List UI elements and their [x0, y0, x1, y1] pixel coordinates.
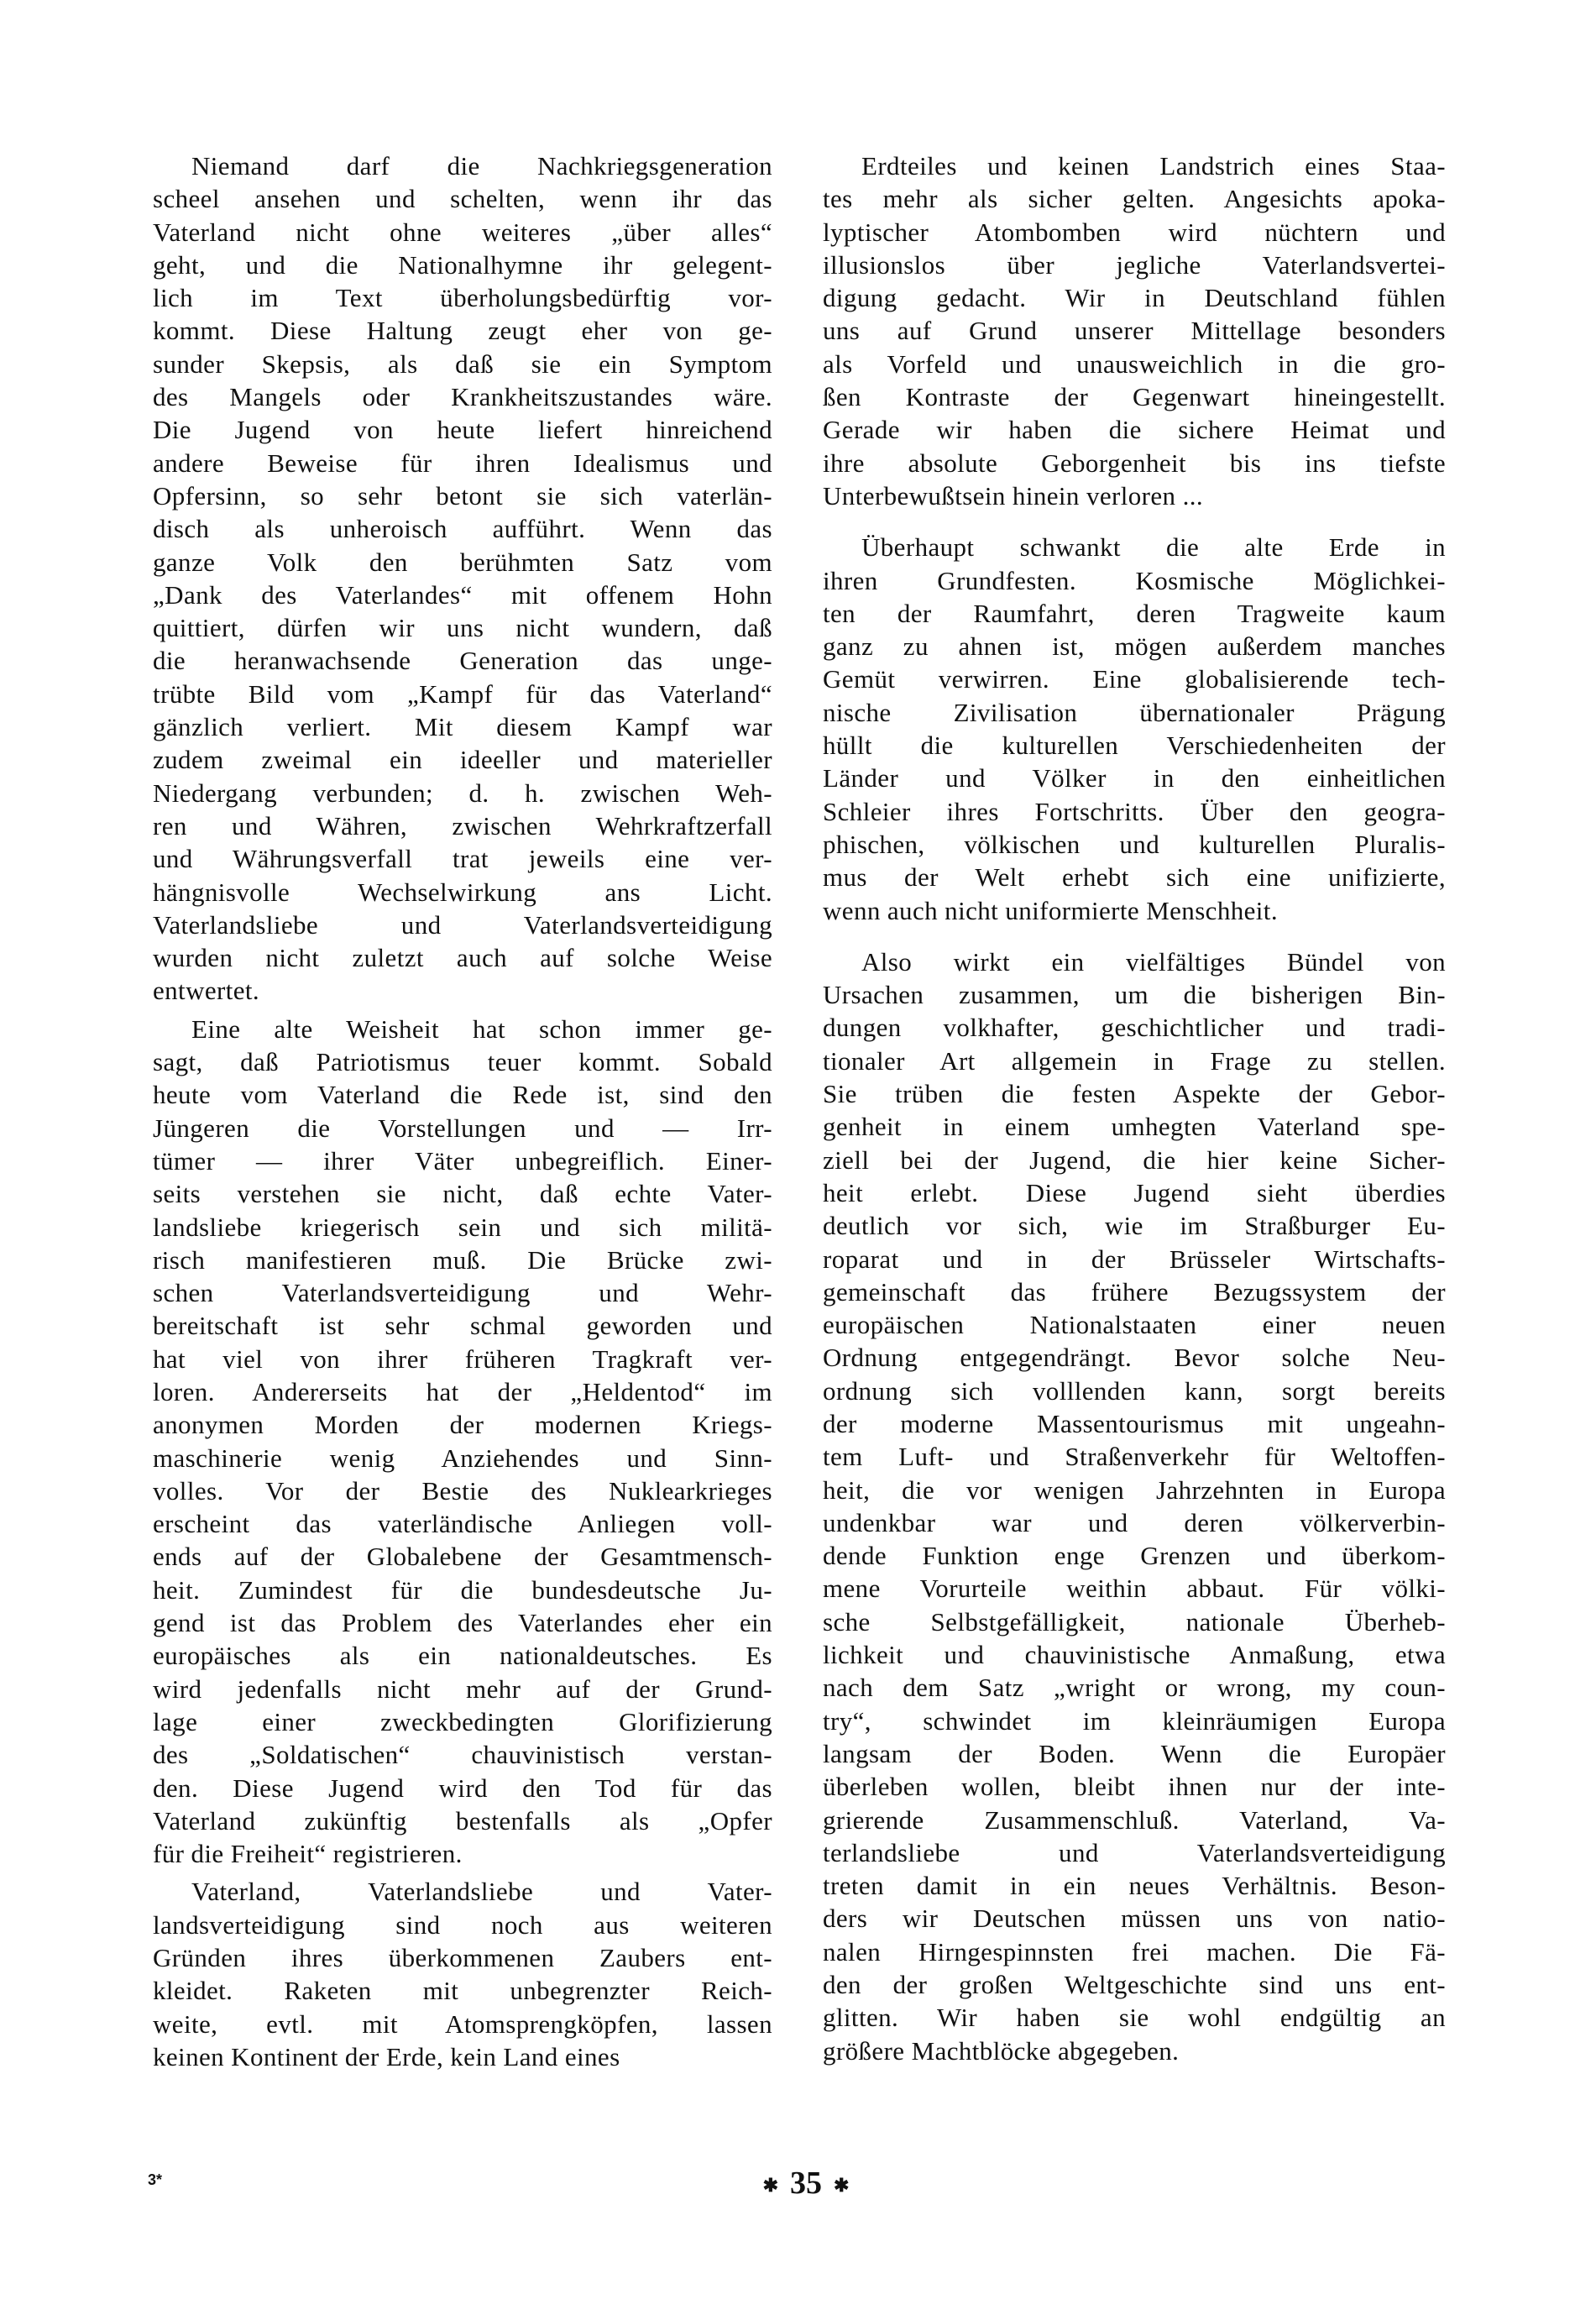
text-line: europäisches als ein nationaldeutsches. Es — [153, 1641, 772, 1671]
text-line: heit. Zumindest für die bundesdeutsche Ju- — [153, 1574, 772, 1605]
text-line: als Vorfeld und unausweichlich in die gro- — [823, 348, 1446, 379]
text-line: ten der Raumfahrt, deren Tragweite kaum — [823, 598, 1446, 628]
text-line: lichkeit und chauvinistische Anmaßung, etwa — [823, 1640, 1446, 1670]
text-line: digung gedacht. Wir in Deutschland fühlen — [823, 283, 1446, 313]
text-line: disch als unheroisch aufführt. Wenn das — [153, 514, 772, 544]
text-line: ordnung sich volllenden kann, sorgt bereits — [823, 1375, 1446, 1406]
text-line: den. Diese Jugend wird den Tod für das — [153, 1773, 772, 1803]
text-line: sagt, daß Patriotismus teuer kommt. Sobald — [153, 1047, 772, 1077]
text-line: Vaterland, Vaterlandsliebe und Vater- — [191, 1877, 772, 1907]
text-line: tümer — ihrer Väter unbegreiflich. Einer- — [153, 1145, 772, 1176]
text-line: ziell bei der Jugend, die hier keine Sicher- — [823, 1144, 1446, 1175]
text-line: genheit in einem umhegten Vaterland spe- — [823, 1112, 1446, 1142]
text-line: entwertet. — [153, 976, 260, 1006]
text-line: wurden nicht zuletzt auch auf solche Weise — [153, 943, 772, 973]
text-line: nalen Hirngespinnsten frei machen. Die Fä- — [823, 1936, 1446, 1967]
text-line: keinen Kontinent der Erde, kein Land eines — [153, 2041, 620, 2071]
text-line: schen Vaterlandsverteidigung und Wehr- — [153, 1278, 772, 1308]
text-line: quittiert, dürfen wir uns nicht wundern, daß — [153, 613, 772, 643]
text-line: phischen, völkischen und kulturellen Pluralis- — [823, 829, 1446, 859]
text-line: risch manifestieren muß. Die Brücke zwi- — [153, 1244, 772, 1275]
text-line: und Währungsverfall trat jeweils eine ver- — [153, 844, 772, 874]
text-line: illusionslos über jegliche Vaterlandsvertei- — [823, 249, 1446, 280]
text-line: loren. Andererseits hat der „Heldentod“ im — [153, 1376, 772, 1406]
text-line: Erdteiles und keinen Landstrich eines Staa- — [861, 151, 1446, 181]
text-line: größere Machtblöcke abgegeben. — [823, 2035, 1180, 2066]
text-line: ders wir Deutschen müssen uns von natio- — [823, 1904, 1446, 1934]
text-line: des Mangels oder Krankheitszustandes wäre. — [153, 382, 772, 412]
text-line: Vaterlandsliebe und Vaterlandsverteidigung — [153, 909, 772, 940]
text-line: seits verstehen sie nicht, daß echte Vater- — [153, 1179, 772, 1209]
text-line: volles. Vor der Bestie des Nuklearkrieges — [153, 1475, 772, 1506]
star-ornament-icon: ✱ — [834, 2175, 850, 2197]
text-line: weite, evtl. mit Atomsprengköpfen, lassen — [153, 2008, 772, 2039]
text-line: ihre absolute Geborgenheit bis ins tiefste — [823, 448, 1446, 478]
text-line: heit erlebt. Diese Jugend sieht überdies — [823, 1177, 1446, 1207]
text-line: langsam der Boden. Wenn die Europäer — [823, 1738, 1446, 1768]
text-line: deutlich vor sich, wie im Straßburger Eu- — [823, 1211, 1446, 1241]
text-line: der moderne Massentourismus mit ungeahn- — [823, 1408, 1446, 1438]
text-line: Die Jugend von heute liefert hinreichend — [153, 415, 772, 445]
text-line: Vaterland nicht ohne weiteres „über alles“ — [153, 217, 772, 247]
text-line: Unterbewußtsein hinein verloren ... — [823, 480, 1204, 511]
text-line: „Dank des Vaterlandes“ mit offenem Hohn — [153, 579, 772, 610]
text-line: Überhaupt schwankt die alte Erde in — [861, 532, 1446, 563]
text-line: Niedergang verbunden; d. h. zwischen Weh- — [153, 778, 772, 808]
text-line: des „Soldatischen“ chauvinistisch verstan- — [153, 1740, 772, 1770]
text-line: glitten. Wir haben sie wohl endgültig an — [823, 2003, 1446, 2033]
text-line: hüllt die kulturellen Verschiedenheiten der — [823, 731, 1446, 761]
page-number-text: 35 — [790, 2166, 822, 2201]
text-line: Ordnung entgegendrängt. Bevor solche Neu- — [823, 1343, 1446, 1373]
text-line: europäischen Nationalstaaten einer neuen — [823, 1310, 1446, 1340]
text-line: dungen volkhafter, geschichtlicher und tradi- — [823, 1013, 1446, 1043]
text-line: roparat und in der Brüsseler Wirtschafts- — [823, 1244, 1446, 1274]
text-line: Niemand darf die Nachkriegsgeneration — [191, 151, 772, 181]
text-line: lyptischer Atombomben wird nüchtern und — [823, 217, 1446, 247]
text-line: heute vom Vaterland die Rede ist, sind den — [153, 1080, 772, 1110]
text-line: uns auf Grund unserer Mittellage besonders — [823, 316, 1446, 346]
text-line: ganz zu ahnen ist, mögen außerdem manches — [823, 631, 1446, 662]
text-line: tes mehr als sicher gelten. Angesichts apoka- — [823, 184, 1446, 214]
text-line: ren und Währen, zwischen Wehrkraftzerfall — [153, 810, 772, 841]
text-line: trübte Bild vom „Kampf für das Vaterland“ — [153, 678, 772, 709]
text-line: überleben wollen, bleibt ihnen nur der inte- — [823, 1772, 1446, 1802]
text-line: wird jedenfalls nicht mehr auf der Grund- — [153, 1673, 772, 1704]
text-line: Eine alte Weisheit hat schon immer ge- — [191, 1013, 772, 1044]
text-line: gend ist das Problem des Vaterlandes eher ein — [153, 1608, 772, 1638]
text-line: gemeinschaft das frühere Bezugssystem der — [823, 1276, 1446, 1307]
right-column — [823, 149, 1446, 2067]
text-line: Sie trüben die festen Aspekte der Gebor- — [823, 1079, 1446, 1109]
text-line: sunder Skepsis, als daß sie ein Symptom — [153, 348, 772, 379]
text-line: mene Vorurteile weithin abbaut. Für völki- — [823, 1574, 1446, 1604]
text-line: terlandsliebe und Vaterlandsverteidigung — [823, 1837, 1446, 1867]
paragraph — [153, 1875, 772, 2073]
text-line: hängnisvolle Wechselwirkung ans Licht. — [153, 877, 772, 907]
text-line: Länder und Völker in den einheitlichen — [823, 763, 1446, 793]
text-line: kleidet. Raketen mit unbegrenzter Reich- — [153, 1976, 772, 2006]
signature-mark: 3* — [148, 2171, 163, 2188]
text-line: wenn auch nicht uniformierte Menschheit. — [823, 895, 1278, 925]
text-line: mus der Welt erhebt sich eine unifizierte, — [823, 862, 1446, 893]
paragraph — [153, 149, 772, 1008]
text-line: andere Beweise für ihren Idealismus und — [153, 448, 772, 478]
paragraph — [823, 531, 1446, 927]
text-line: ganze Volk den berühmten Satz vom — [153, 547, 772, 577]
text-line: Opfersinn, so sehr betont sie sich vaterlän- — [153, 480, 772, 511]
text-line: die heranwachsende Generation das unge- — [153, 646, 772, 676]
text-line: zudem zweimal ein ideeller und materieller — [153, 745, 772, 775]
text-line: lich im Text überholungsbedürftig vor- — [153, 283, 772, 313]
page-number — [747, 2165, 865, 2202]
text-line: dende Funktion enge Grenzen und überkom- — [823, 1541, 1446, 1571]
text-line: Ursachen zusammen, um die bisherigen Bin- — [823, 980, 1446, 1010]
text-line: hat viel von ihrer früheren Tragkraft ver- — [153, 1343, 772, 1374]
paragraph — [823, 945, 1446, 2067]
text-line: nach dem Satz „wright or wrong, my coun- — [823, 1673, 1446, 1703]
text-line: tem Luft- und Straßenverkehr für Weltoffen- — [823, 1442, 1446, 1472]
text-line: Gründen ihres überkommenen Zaubers ent- — [153, 1943, 772, 1973]
text-line: Gemüt verwirren. Eine globalisierende tech- — [823, 664, 1446, 694]
paragraph — [153, 1013, 772, 1871]
text-line: sche Selbstgefälligkeit, nationale Überheb- — [823, 1606, 1446, 1637]
left-column — [153, 149, 772, 2073]
text-line: ends auf der Globalebene der Gesamtmensch- — [153, 1542, 772, 1572]
text-line: erscheint das vaterländische Anliegen voll- — [153, 1509, 772, 1539]
text-line: landsliebe kriegerisch sein und sich militä- — [153, 1212, 772, 1242]
star-ornament-icon: ✱ — [762, 2175, 778, 2197]
text-line: kommt. Diese Haltung zeugt eher von ge- — [153, 316, 772, 346]
text-line: ßen Kontraste der Gegenwart hineingestellt. — [823, 382, 1446, 412]
text-line: nische Zivilisation übernationaler Prägung — [823, 697, 1446, 727]
text-line: maschinerie wenig Anziehendes und Sinn- — [153, 1443, 772, 1473]
text-line: gänzlich verliert. Mit diesem Kampf war — [153, 712, 772, 742]
text-line: lage einer zweckbedingten Glorifizierung — [153, 1706, 772, 1736]
text-line: heit, die vor wenigen Jahrzehnten in Europa — [823, 1474, 1446, 1505]
text-line: Vaterland zukünftig bestenfalls als „Opfer — [153, 1805, 772, 1836]
paragraph — [823, 149, 1446, 512]
text-line: Schleier ihres Fortschritts. Über den geogra- — [823, 796, 1446, 826]
text-line: geht, und die Nationalhymne ihr gelegent- — [153, 249, 772, 280]
text-line: scheel ansehen und schelten, wenn ihr das — [153, 184, 772, 214]
text-line: landsverteidigung sind noch aus weiteren — [153, 1909, 772, 1940]
text-line: den der großen Weltgeschichte sind uns ent- — [823, 1970, 1446, 2000]
text-line: anonymen Morden der modernen Kriegs- — [153, 1410, 772, 1440]
text-line: ihren Grundfesten. Kosmische Möglichkei- — [823, 565, 1446, 595]
text-line: bereitschaft ist sehr schmal geworden und — [153, 1311, 772, 1341]
text-line: try“, schwindet im kleinräumigen Europa — [823, 1705, 1446, 1736]
text-line: tionaler Art allgemein in Frage zu stellen. — [823, 1045, 1446, 1076]
text-line: grierende Zusammenschluß. Vaterland, Va- — [823, 1804, 1446, 1835]
text-line: treten damit in ein neues Verhältnis. Beson- — [823, 1871, 1446, 1901]
text-line: Jüngeren die Vorstellungen und — Irr- — [153, 1113, 772, 1143]
text-line: Gerade wir haben die sichere Heimat und — [823, 415, 1446, 445]
text-line: undenkbar war und deren völkerverbin- — [823, 1507, 1446, 1537]
text-line: für die Freiheit“ registrieren. — [153, 1839, 463, 1869]
text-line: Also wirkt ein vielfältiges Bündel von — [861, 946, 1446, 977]
